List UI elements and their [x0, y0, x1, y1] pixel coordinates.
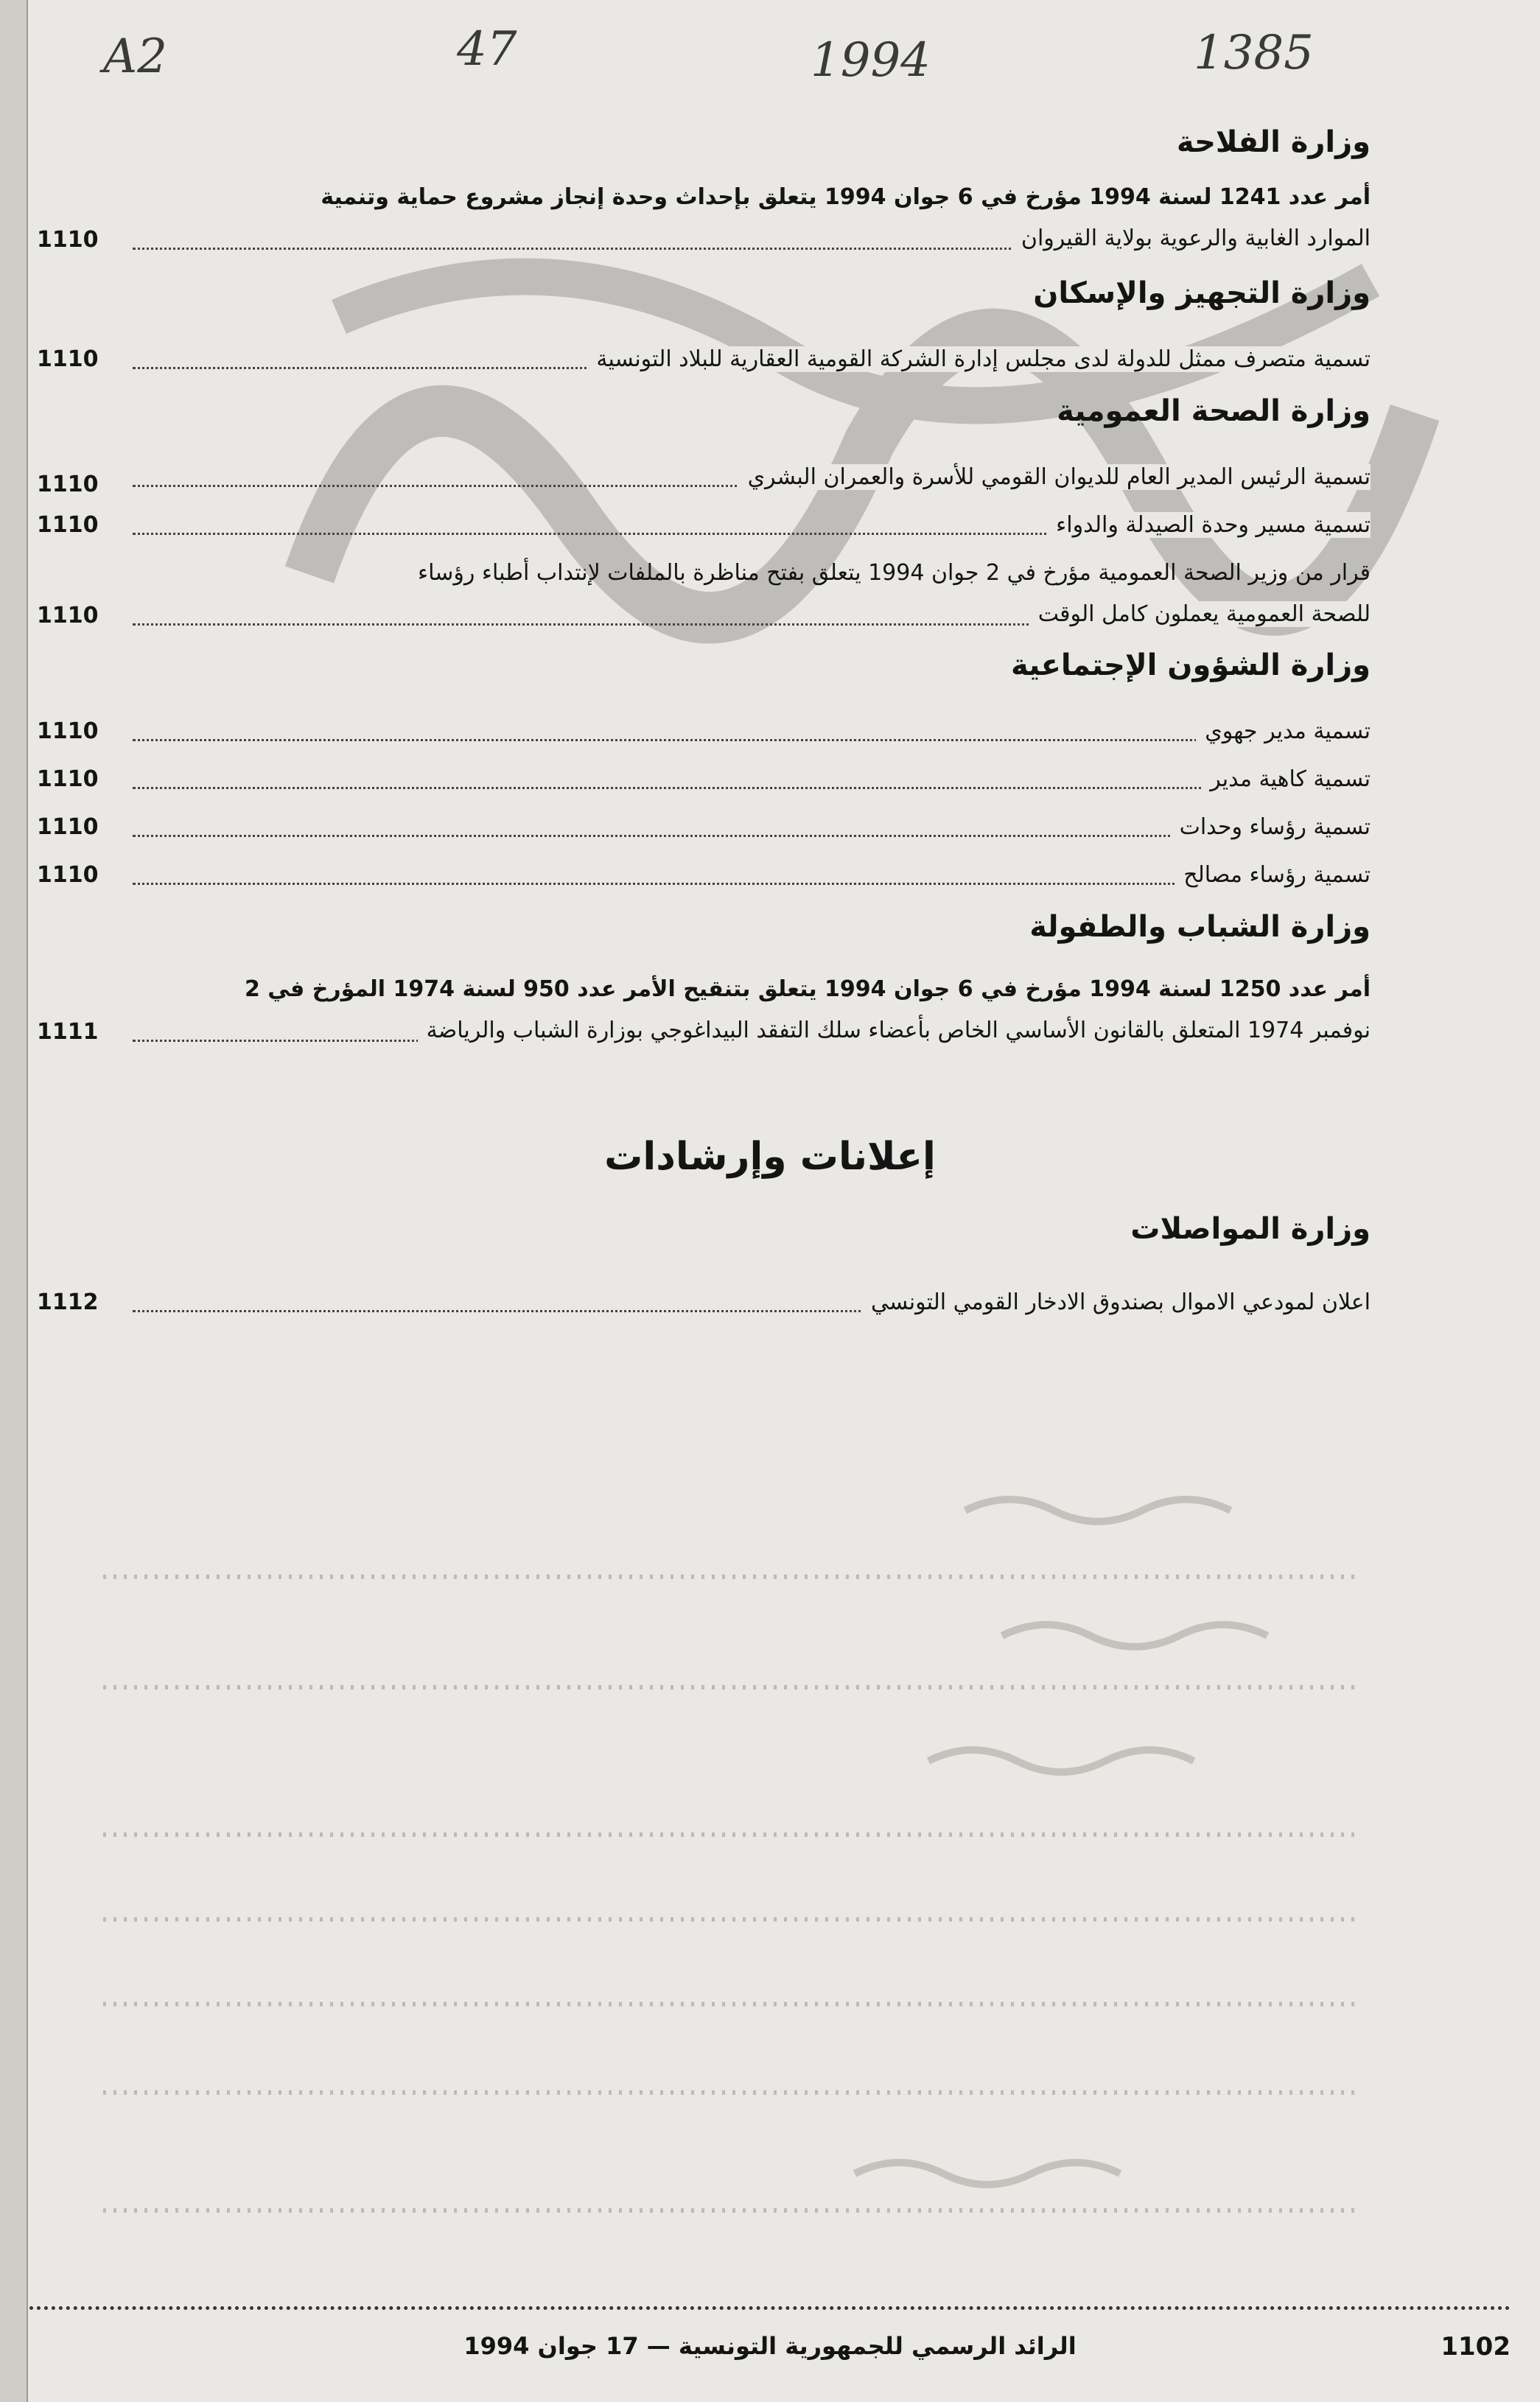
entry-text: تسمية رؤساء مصالح: [1175, 862, 1371, 888]
handwritten-note-b: 47: [457, 22, 517, 77]
toc-entry[interactable]: [37, 862, 1371, 906]
entry-text: تسمية الرئيس المدير العام للديوان القومي للأسرة والعمران البشري: [739, 464, 1371, 490]
page-number: 1112: [37, 1289, 111, 1315]
ministry-heading: وزارة المواصلات: [1130, 1212, 1371, 1246]
entry-text: تسمية متصرف ممثل للدولة لدى مجلس إدارة الشركة القومية العقارية للبلاد التونسية: [587, 346, 1371, 372]
ministry-heading: وزارة الشؤون الإجتماعية: [1010, 648, 1371, 682]
ministry-heading: وزارة التجهيز والإسكان: [1033, 276, 1371, 310]
bleed-through-mark: [44, 1466, 1371, 2277]
entry-text: تسمية رؤساء وحدات: [1171, 814, 1371, 840]
footer-page-number: 1102: [1441, 2332, 1511, 2361]
entry-line-1: أمر عدد 1250 لسنة 1994 مؤرخ في 6 جوان 1994 يتعلق بتنقيح الأمر عدد 950 لسنة 1974 المؤرخ في 2: [244, 976, 1371, 1002]
toc-entry[interactable]: [37, 976, 1371, 1057]
toc-entry[interactable]: [37, 718, 1371, 763]
section-title: إعلانات وإرشادات: [604, 1135, 936, 1179]
page-number: 1110: [37, 227, 111, 253]
page-number: 1110: [37, 814, 111, 840]
page-number: 1110: [37, 346, 111, 372]
entry-text: تسمية مدير جهوي: [1196, 718, 1371, 744]
ministry-heading: وزارة الفلاحة: [1176, 125, 1371, 159]
toc-entry[interactable]: [37, 346, 1371, 391]
binding-strip: [0, 0, 28, 2402]
toc-entry[interactable]: [37, 184, 1371, 265]
page-number: 1110: [37, 603, 111, 628]
ministry-heading: وزارة الشباب والطفولة: [1029, 910, 1371, 944]
toc-entry[interactable]: [37, 814, 1371, 858]
entry-line-1: أمر عدد 1241 لسنة 1994 مؤرخ في 6 جوان 1994 يتعلق بإحداث وحدة إنجاز مشروع حماية وتنمية: [321, 184, 1371, 210]
page-number: 1110: [37, 862, 111, 888]
entry-line-2: للصحة العمومية يعملون كامل الوقت: [1029, 601, 1371, 627]
page-number: 1110: [37, 766, 111, 792]
toc-entry[interactable]: [37, 560, 1371, 641]
entry-text: اعلان لمودعي الاموال بصندوق الادخار القومي التونسي: [862, 1289, 1371, 1315]
page-number: 1111: [37, 1019, 111, 1045]
entry-line-2: الموارد الغابية والرعوية بولاية القيروان: [1012, 225, 1371, 251]
entry-text: تسمية كاهية مدير: [1201, 766, 1371, 792]
entry-line-1: قرار من وزير الصحة العمومية مؤرخ في 2 جوان 1994 يتعلق بفتح مناظرة بالملفات لإنتداب أطباء رؤساء: [417, 560, 1371, 586]
toc-entry[interactable]: [37, 512, 1371, 556]
entry-text: تسمية مسير وحدة الصيدلة والدواء: [1047, 512, 1371, 538]
handwritten-note-c: 1994: [811, 33, 931, 88]
handwritten-note-d: 1385: [1194, 26, 1314, 80]
ministry-heading: وزارة الصحة العمومية: [1057, 394, 1371, 428]
page-number: 1110: [37, 718, 111, 744]
toc-entry[interactable]: [37, 464, 1371, 508]
entry-line-2: نوفمبر 1974 المتعلق بالقانون الأساسي الخاص بأعضاء سلك التفقد البيداغوجي بوزارة الشباب والرياضة: [418, 1018, 1371, 1043]
toc-entry[interactable]: [37, 1289, 1371, 1334]
page-number: 1110: [37, 472, 111, 497]
footer-rule: [29, 2306, 1511, 2310]
footer-title: الرائد الرسمي للجمهورية التونسية — 17 جوان 1994: [463, 2332, 1077, 2360]
handwritten-note-a: A2: [103, 29, 167, 84]
toc-entry[interactable]: [37, 766, 1371, 810]
page-number: 1110: [37, 512, 111, 538]
